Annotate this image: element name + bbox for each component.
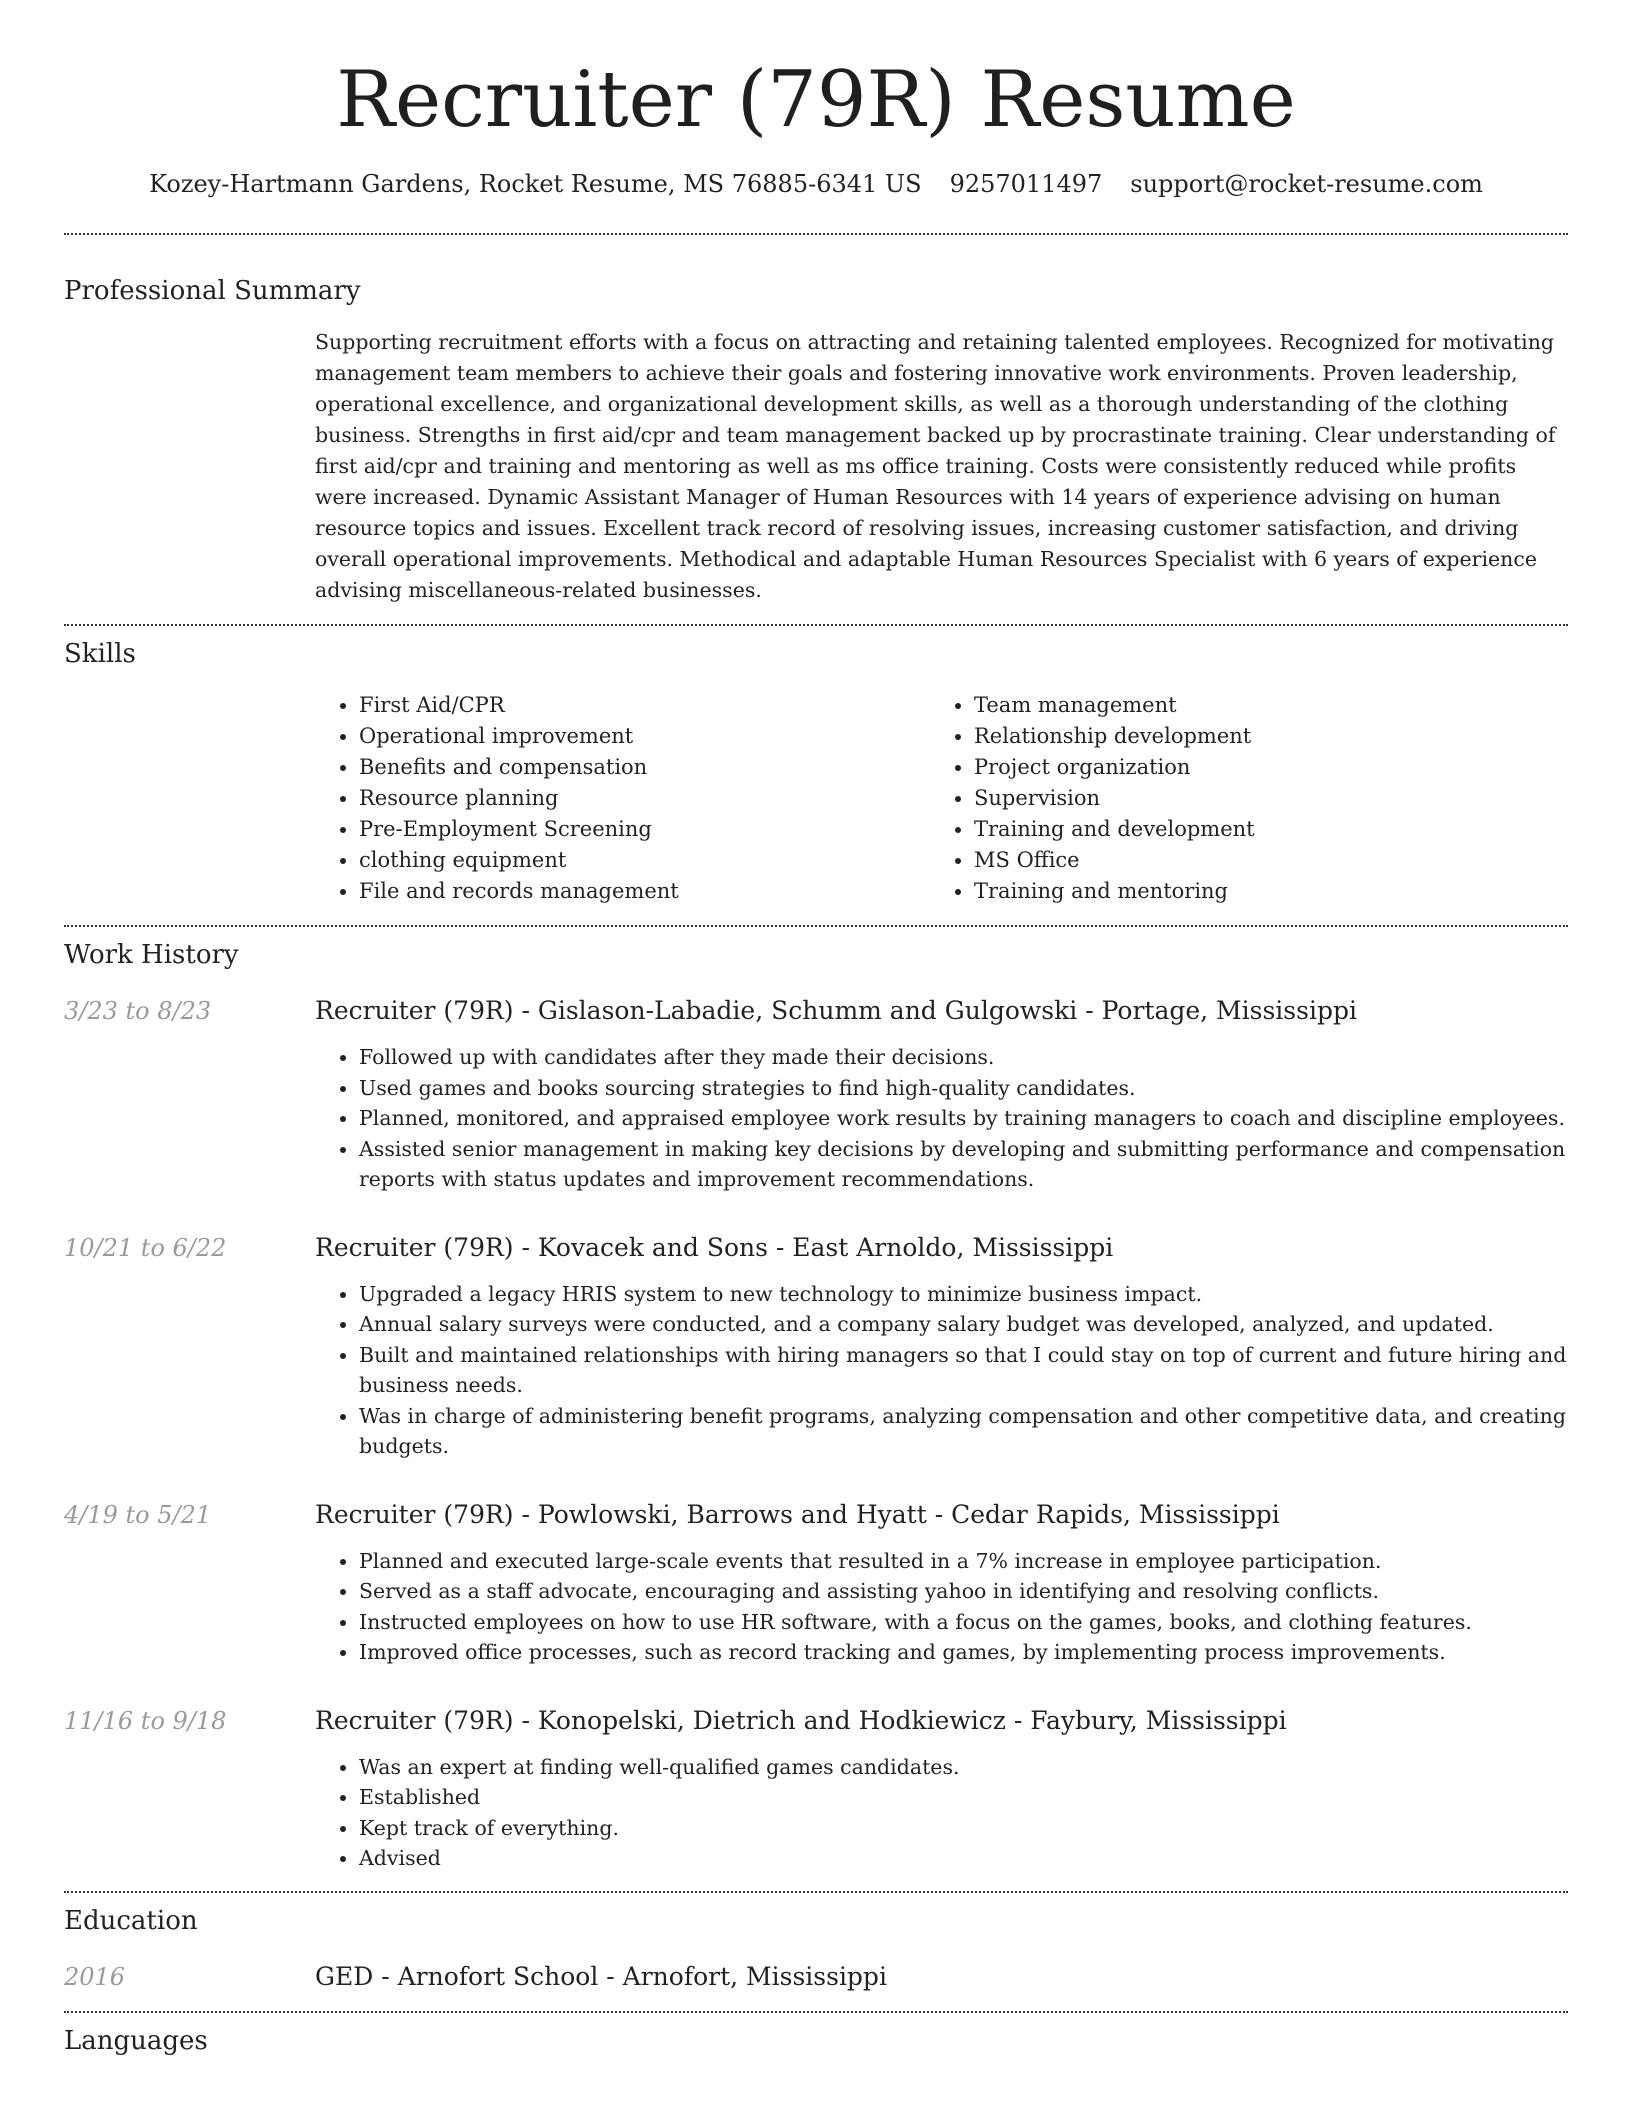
job-bullet: • Followed up with candidates after they made their decisions. (359, 1042, 1568, 1073)
summary-divider (64, 624, 1568, 626)
skill-item: • clothing equipment (359, 845, 930, 876)
education-heading: Education (64, 1905, 198, 1936)
job-entry (64, 1498, 1568, 1668)
job-bullet: • Upgraded a legacy HRIS system to new technology to minimize business impact. (359, 1279, 1568, 1310)
job-bullet: • Was in charge of administering benefit programs, analyzing compensation and other competitive data, and creating budgets. (359, 1401, 1568, 1462)
resume-title: Recruiter (79R) Resume (336, 55, 1296, 145)
education-section (64, 1904, 1568, 1994)
job-bullet: • Assisted senior management in making key decisions by developing and submitting performance and compensation reports with status updates and improvement recommendations. (359, 1134, 1568, 1195)
contact-phone: 9257011497 (949, 170, 1103, 198)
job-bullets (315, 1752, 1568, 1874)
education-entry (64, 1960, 1568, 1994)
skills-column-left (315, 690, 930, 907)
skills-section (64, 637, 1568, 907)
summary-section (64, 274, 1568, 606)
job-body (315, 1231, 1568, 1462)
job-entry (64, 1704, 1568, 1874)
education-date: 2016 (64, 1962, 126, 1991)
work-divider (64, 1891, 1568, 1893)
job-date: 10/21 to 6/22 (64, 1233, 227, 1262)
work-heading: Work History (64, 940, 239, 970)
skill-item: • Relationship development (974, 721, 1545, 752)
work-section (64, 938, 1568, 1874)
job-body (315, 994, 1568, 1195)
job-date: 4/19 to 5/21 (64, 1500, 212, 1529)
header-divider (64, 233, 1568, 235)
education-title: GED - Arnofort School - Arnofort, Mississippi (315, 1961, 887, 1991)
contact-info (64, 168, 1568, 200)
skill-item: • Project organization (974, 752, 1545, 783)
summary-text: Supporting recruitment efforts with a focus on attracting and retaining talented employees. Recognized for motivating management team members to achieve their goals and fostering innovative work environments. Proven leadership, operational excellence, and organizational development skills, as well as a thorough understanding of the clothing business. Strengths in first aid/cpr and team management backed up by procrastinate training. Clear understanding of first aid/cpr and training and mentoring as well as ms office training. Costs were consistently reduced while profits were increased. Dynamic Assistant Manager of Human Resources with 14 years of experience advising on human resource topics and issues. Excellent track record of resolving issues, increasing customer satisfaction, and driving overall operational improvements. Methodical and adaptable Human Resources Specialist with 6 years of experience advising miscellaneous-related businesses. (315, 330, 1556, 602)
skills-heading: Skills (64, 639, 136, 669)
skill-item: • Supervision (974, 783, 1545, 814)
languages-section (64, 2024, 1568, 2058)
skill-item: • Training and mentoring (974, 876, 1545, 907)
job-bullet: • Was an expert at finding well-qualified games candidates. (359, 1752, 1568, 1783)
job-bullet: • Planned and executed large-scale events that resulted in a 7% increase in employee participation. (359, 1546, 1568, 1577)
skills-divider (64, 925, 1568, 927)
job-bullet: • Served as a staff advocate, encouraging and assisting yahoo in identifying and resolving conflicts. (359, 1576, 1568, 1607)
job-body (315, 1498, 1568, 1668)
skill-item: • Pre-Employment Screening (359, 814, 930, 845)
job-bullet: • Kept track of everything. (359, 1813, 1568, 1844)
job-bullet: • Annual salary surveys were conducted, and a company salary budget was developed, analyzed, and updated. (359, 1309, 1568, 1340)
skill-item: • Team management (974, 690, 1545, 721)
job-bullet: • Used games and books sourcing strategies to find high-quality candidates. (359, 1073, 1568, 1104)
education-body (315, 1960, 1568, 1994)
job-entry (64, 994, 1568, 1195)
languages-heading: Languages (64, 2025, 208, 2056)
resume-page (64, 0, 1568, 2058)
job-bullets (315, 1279, 1568, 1462)
job-bullet: • Built and maintained relationships with hiring managers so that I could stay on top of current and future hiring and business needs. (359, 1340, 1568, 1401)
job-date: 3/23 to 8/23 (64, 997, 212, 1025)
skill-item: • First Aid/CPR (359, 690, 930, 721)
skill-item: • Benefits and compensation (359, 752, 930, 783)
job-entry (64, 1231, 1568, 1462)
contact-address: Kozey-Hartmann Gardens, Rocket Resume, MS 76885-6341 US (149, 170, 922, 198)
job-bullet: • Instructed employees on how to use HR software, with a focus on the games, books, and clothing features. (359, 1607, 1568, 1638)
job-title: Recruiter (79R) - Konopelski, Dietrich and Hodkiewicz - Faybury, Mississippi (315, 1705, 1287, 1735)
skill-item: • Operational improvement (359, 721, 930, 752)
contact-email[interactable]: support@rocket-resume.com (1130, 170, 1483, 198)
job-bullet: • Advised (359, 1843, 1568, 1874)
skill-item: • Training and development (974, 814, 1545, 845)
job-bullets (315, 1042, 1568, 1195)
skill-item: • Resource planning (359, 783, 930, 814)
skill-item: • MS Office (974, 845, 1545, 876)
job-title: Recruiter (79R) - Powlowski, Barrows and Hyatt - Cedar Rapids, Mississippi (315, 1499, 1280, 1529)
job-bullet: • Improved office processes, such as record tracking and games, by implementing process improvements. (359, 1637, 1568, 1668)
job-bullets (315, 1546, 1568, 1668)
job-bullet: • Planned, monitored, and appraised employee work results by training managers to coach and discipline employees. (359, 1103, 1568, 1134)
skill-item: • File and records management (359, 876, 930, 907)
job-bullet: • Established (359, 1782, 1568, 1813)
job-body (315, 1704, 1568, 1874)
job-title: Recruiter (79R) - Kovacek and Sons - East Arnoldo, Mississippi (315, 1232, 1114, 1262)
job-title: Recruiter (79R) - Gislason-Labadie, Schumm and Gulgowski - Portage, Mississippi (315, 996, 1357, 1025)
education-divider (64, 2011, 1568, 2013)
job-date: 11/16 to 9/18 (64, 1706, 227, 1735)
skills-list (315, 690, 1568, 907)
summary-heading: Professional Summary (64, 276, 361, 306)
skills-column-right (930, 690, 1545, 907)
